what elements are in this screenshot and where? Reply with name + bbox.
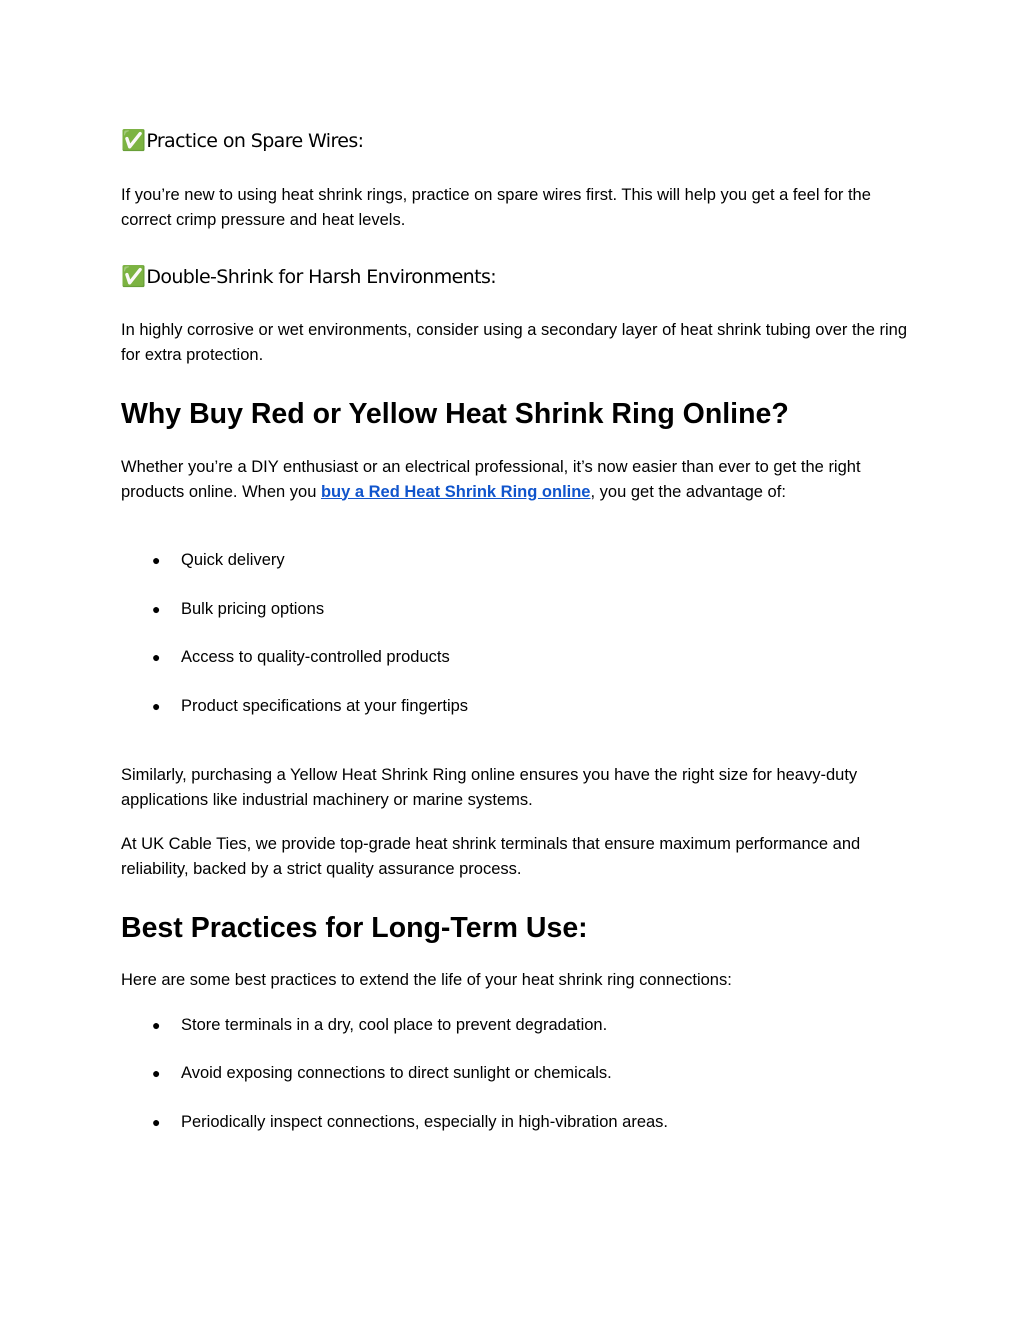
spare-wires-heading: [121, 127, 363, 154]
double-shrink-paragraph: In highly corrosive or wet environments, consider using a secondary layer of heat shrink tubing over the ring for extra protection.: [121, 321, 907, 364]
check-mark-icon: ✅: [121, 128, 146, 152]
red-heat-shrink-ring-link[interactable]: buy a Red Heat Shrink Ring online: [320, 482, 591, 501]
double-shrink-heading-text: Double-Shrink for Harsh Environments:: [146, 266, 497, 288]
best-practices-intro: Here are some best practices to extend the life of your heat shrink ring connections:: [121, 971, 732, 989]
double-shrink-heading: [121, 263, 496, 290]
list-item-text: Avoid exposing connections to direct sunlight or chemicals.: [181, 1064, 612, 1082]
uk-cable-ties-paragraph: At UK Cable Ties, we provide top-grade heat shrink terminals that ensure maximum performance and reliability, backed by a strict quality assurance process.: [121, 835, 861, 878]
bullet-icon: ●: [152, 601, 161, 617]
spare-wires-paragraph: If you’re new to using heat shrink rings, practice on spare wires first. This will help you get a feel for the correct crimp pressure and heat levels.: [121, 186, 871, 229]
list-item-text: Periodically inspect connections, especially in high-vibration areas.: [181, 1113, 669, 1131]
best-practices-heading: Best Practices for Long-Term Use:: [121, 912, 588, 944]
check-mark-icon: ✅: [121, 264, 146, 288]
why-buy-intro-start: Whether you’re a DIY enthusiast or an electrical professional, it’s now easier than ever to get the right products online. When you: [121, 458, 861, 501]
bullet-icon: ●: [152, 552, 161, 568]
bullet-icon: ●: [152, 1065, 161, 1081]
yellow-ring-paragraph: Similarly, purchasing a Yellow Heat Shrink Ring online ensures you have the right size for heavy-duty applications like industrial machinery or marine systems.: [121, 766, 858, 809]
why-buy-intro: [121, 455, 911, 504]
list-item-text: Bulk pricing options: [181, 600, 325, 618]
list-item-text: Product specifications at your fingertips: [181, 697, 469, 715]
bullet-icon: ●: [152, 1017, 161, 1033]
spare-wires-heading-text: Practice on Spare Wires:: [146, 130, 364, 152]
list-item-text: Store terminals in a dry, cool place to prevent degradation.: [181, 1016, 608, 1034]
why-buy-heading: Why Buy Red or Yellow Heat Shrink Ring Online?: [121, 398, 789, 430]
list-item-text: Quick delivery: [181, 551, 285, 569]
why-buy-intro-end: , you get the advantage of:: [590, 482, 786, 501]
bullet-icon: ●: [152, 649, 161, 665]
bullet-icon: ●: [152, 1114, 161, 1130]
list-item-text: Access to quality-controlled products: [181, 648, 450, 666]
bullet-icon: ●: [152, 698, 161, 714]
